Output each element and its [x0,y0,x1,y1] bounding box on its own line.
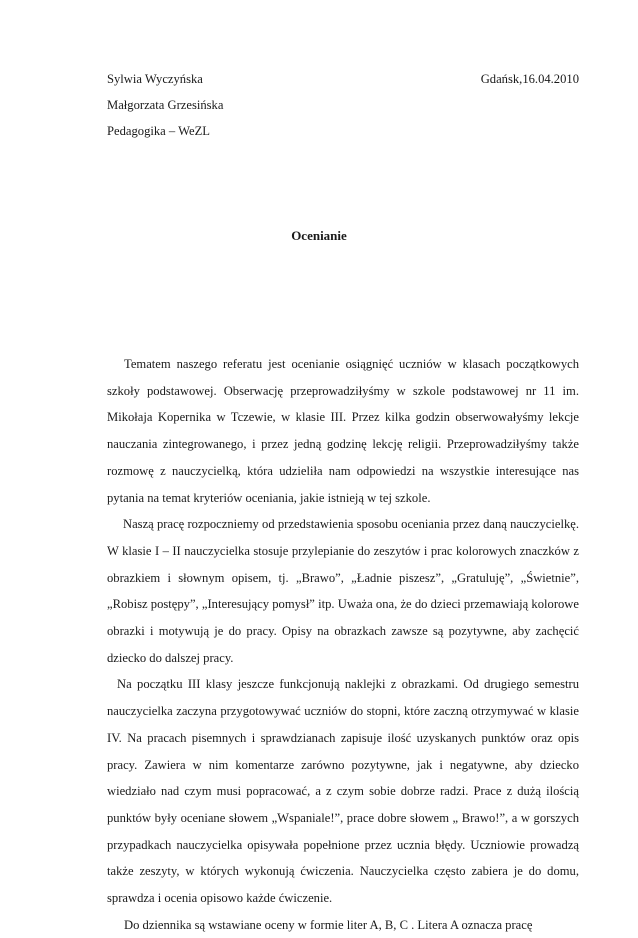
paragraph-1: Tematem naszego referatu jest ocenianie osiągnięć uczniów w klasach początkowych szkoły podstawowej. Obserwację przeprowadziłyśmy w szkole podstawowej nr 11 im. Mikołaja Kopernika w Tczewie, w klasie III. Przez kilka godzin obserwowałyśmy lekcje nauczania zintegrowanego, i przez jedną godzinę lekcję religii. Przeprowadziłyśmy także rozmowę z nauczycielką, która udzieliła nam odpowiedzi na wszystkie interesujące nas pytania na temat kryteriów oceniania, jakie istnieją w tej szkole. [107,357,579,505]
header-first-row [107,66,579,92]
paragraph-2: Naszą pracę rozpoczniemy od przedstawienia sposobu oceniania przez daną nauczycielkę. W klasie I – II nauczycielka stosuje przylepianie do zeszytów i prac kolorowych znaczków z obrazkiem i słownym opisem, tj. „Brawo”, „Ładnie piszesz”, „Gratuluję”, „Świetnie”, „Robisz postępy”, „Interesujący pomysł” itp. Uważa ona, że do dzieci przemawiają kolorowe obrazki i motywują je do pracy. Opisy na obrazkach zawsze są pozytywne, aby zachęcić dziecko do dalszej pracy. [107,517,579,665]
document-body [107,351,579,938]
document-header [107,66,579,144]
course-name: Pedagogika – WeZL [107,124,210,138]
author-name-1: Sylwia Wyczyńska [107,72,203,86]
author-name-2: Małgorzata Grzesińska [107,98,224,112]
paragraph-4: Do dziennika są wstawiane oceny w formie liter A, B, C . Litera A oznacza pracę [124,917,533,932]
place-date: Gdańsk,16.04.2010 [480,72,579,86]
document-title: Ocenianie [291,228,347,243]
paragraph-3: Na początku III klasy jeszcze funkcjonują naklejki z obrazkami. Od drugiego semestru nauczycielka zaczyna przygotowywać uczniów do stopni, które zaczną otrzymywać w klasie IV. Na pracach pisemnych i sprawdzianach zapisuje ilość uzyskanych punktów oraz opis pracy. Zawiera w nim komentarze zarówno pozytywne, jak i negatywne, aby dziecko wiedziało nad czym musi popracować, a z czym sobie dobrze radzi. Prace z dużą ilością punktów były oceniane słowem „Wspaniale!”, prace dobre słowem „ Brawo!”, a w gorszych przypadkach nauczycielka opisywała popełnione przez ucznia błędy. Uczniowie prowadzą także zeszyty, w których wykonują ćwiczenia. Nauczycielka często zabiera je do domu, sprawdza i ocenia opisowo każde ćwiczenie. [107,677,579,906]
